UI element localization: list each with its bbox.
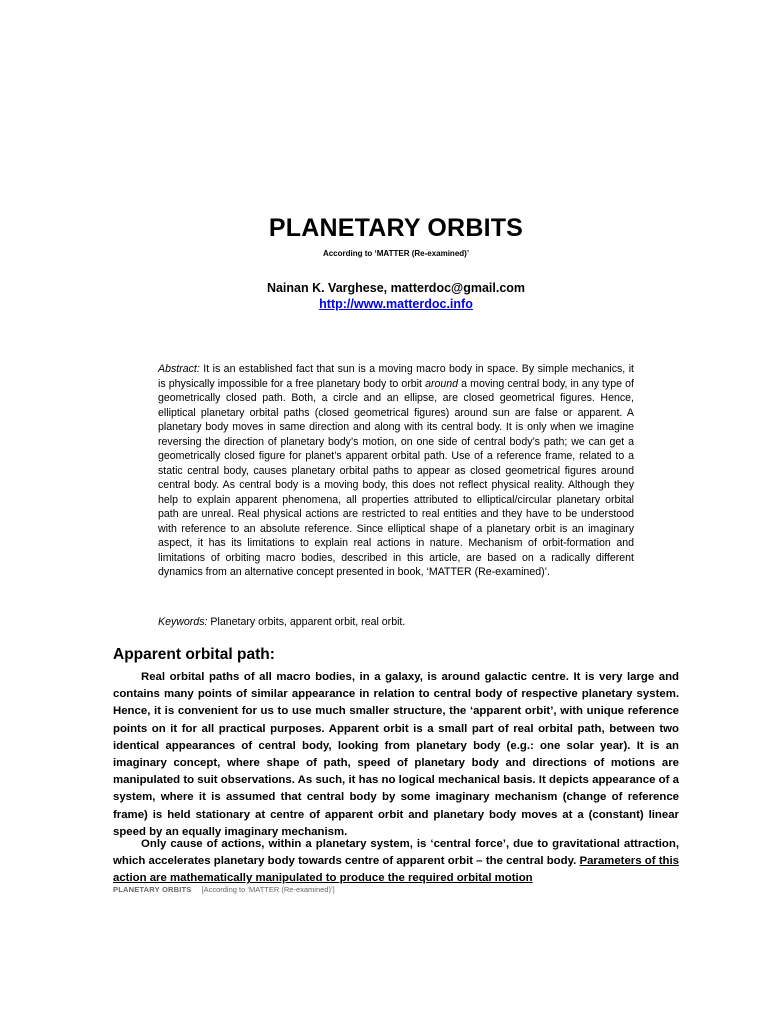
keywords-line <box>158 615 634 630</box>
paragraph-2-text: Only cause of actions, within a planetary system, is ‘central force’, due to gravitational attraction, which accelerates planetary body towards centre of apparent orbit – the central body. <box>113 838 679 868</box>
website-link[interactable]: http://www.matterdoc.info <box>319 297 473 311</box>
abstract-paragraph <box>158 362 634 580</box>
abstract-text-part1: It is an established fact that sun is a moving macro body in space. By simple mechanics, it is physically impossible for a free planetary body to orbit <box>158 363 634 390</box>
abstract-text-part2: a moving central body, in any type of geometrically closed path. Both, a circle and an ellipse, are closed geometrical figures. Hence, elliptical planetary orbital paths (closed geometrical figures) around sun are false or apparent. A planetary body moves in same direction and along with its central body. It is only when we imagine reversing the direction of planetary body’s motion, on one side of central body’s path; we can get a geometrically closed figure for planet’s apparent orbital path. Use of a reference frame, related to a static central body, causes planetary orbital paths to appear as closed geometrical figures around central body. As central body is a moving body, this does not reflect physical reality. Although they help to explain apparent phenomena, all properties attributed to elliptical/circular planetary orbital path are unreal. Real physical actions are restricted to real entities and they have to be understood with reference to an absolute reference. Since elliptical shape of a planetary orbit is an imaginary aspect, it has its limitations to explain real actions in nature. Mechanism of orbit-formation and limitations of orbiting macro bodies, described in this article, are based on a radically different dynamics from an alternative concept presented in book, ‘MATTER (Re-examined)’. <box>158 377 634 578</box>
website-line <box>0 297 768 311</box>
page-footer <box>113 885 335 894</box>
abstract-label: Abstract: <box>158 363 200 375</box>
body-paragraph-2 <box>113 836 679 888</box>
document-title: PLANETARY ORBITS <box>268 214 524 242</box>
keywords-label: Keywords: <box>158 616 208 628</box>
paragraph-2-underlined-text: Parameters of this action are mathematically manipulated to produce the required orbital motion <box>113 855 679 885</box>
footer-subtitle: [According to ‘MATTER (Re-examined)’] <box>201 885 335 894</box>
abstract-emphasis: around <box>425 377 459 390</box>
section-heading: Apparent orbital path: <box>113 646 275 663</box>
document-subtitle: According to ‘MATTER (Re-examined)’ <box>322 249 470 258</box>
footer-title: PLANETARY ORBITS <box>113 885 192 894</box>
author-line: Nainan K. Varghese, matterdoc@gmail.com <box>266 281 526 295</box>
keywords-text: Planetary orbits, apparent orbit, real orbit. <box>207 616 406 628</box>
body-paragraph-1: Real orbital paths of all macro bodies, in a galaxy, is around galactic centre. It is very large and contains many points of similar appearance in relation to central body of respective planetary system. Hence, it is convenient for us to use much smaller structure, the ‘apparent orbit’, with unique reference points on it for all practical purposes. Apparent orbit is a small part of real orbital path, between two identical appearances of central body, looking from planetary body (e.g.: one solar year). It is an imaginary concept, where shape of path, speed of planetary body and directions of motions are manipulated to suit observations. As such, it has no logical mechanical basis. It depicts appearance of a system, where it is assumed that central body by some imaginary mechanism (change of reference frame) is held stationary at centre of apparent orbit and planetary body moves at a (constant) linear speed by an equally imaginary mechanism. <box>113 671 679 838</box>
